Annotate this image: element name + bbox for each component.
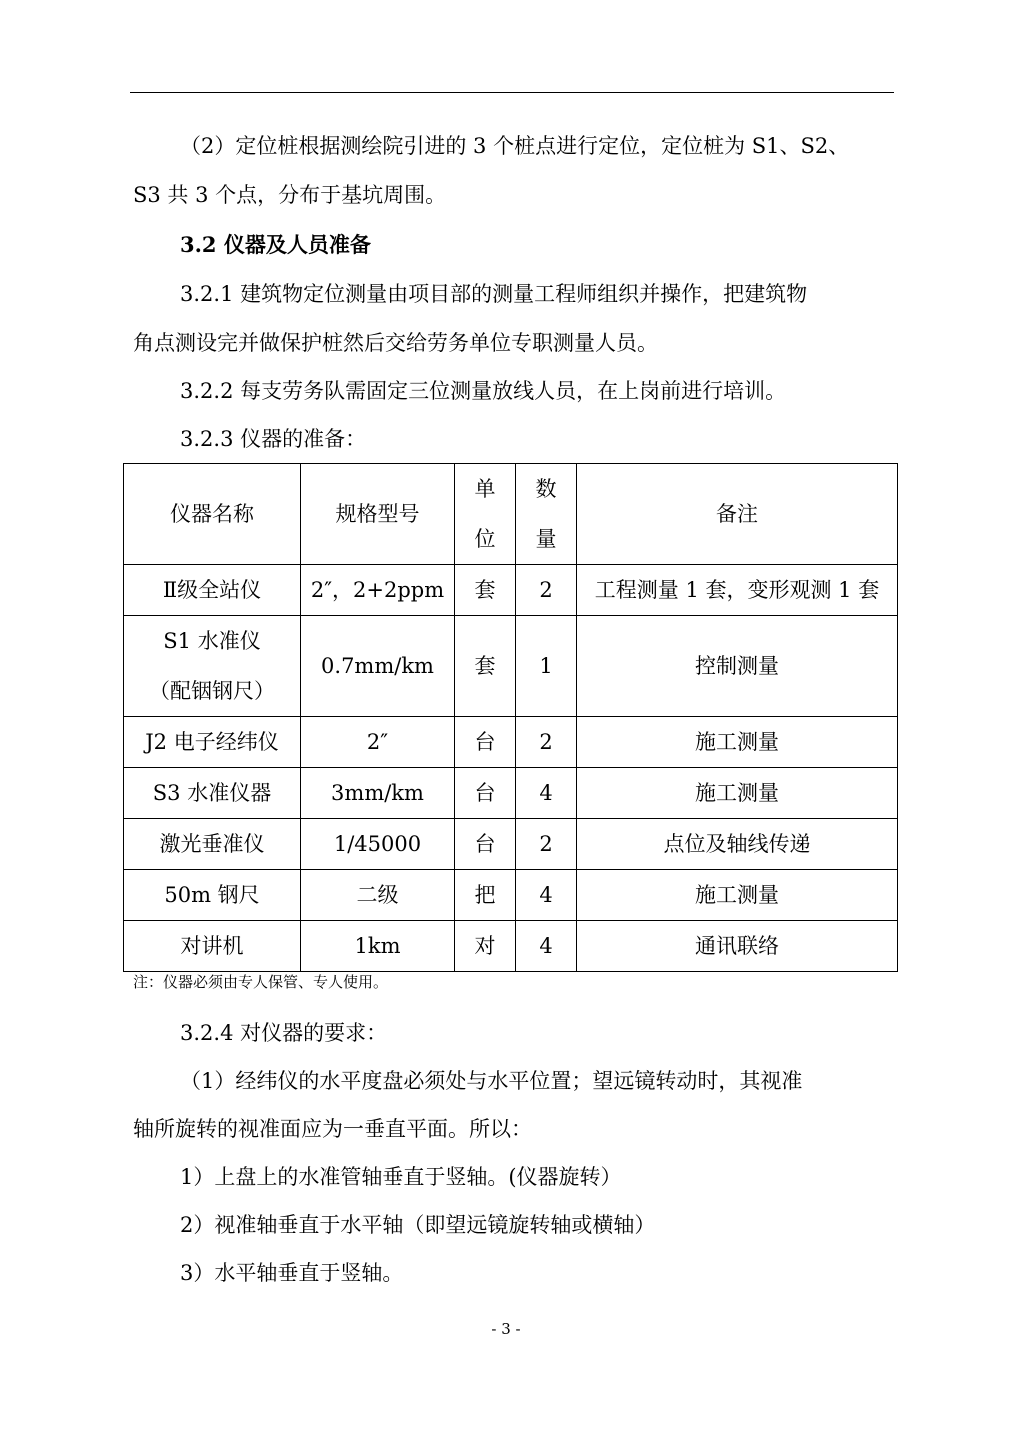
instrument-table	[123, 463, 898, 972]
section-title: 3.2 仪器及人员准备	[180, 232, 371, 257]
table-row	[124, 921, 898, 972]
cell-unit: 对	[455, 921, 516, 972]
paragraph-p1-line1: （2）定位桩根据测绘院引进的 3 个桩点进行定位，定位桩为 S1、S2、	[180, 134, 850, 158]
cell-spec: 1km	[301, 921, 455, 972]
paragraph-p6-line1: （1）经纬仪的水平度盘必须处与水平位置；望远镜转动时，其视准	[180, 1069, 803, 1093]
cell-spec: 2″	[301, 717, 455, 768]
table-row	[124, 565, 898, 616]
cell-unit: 套	[455, 565, 516, 616]
cell-name: S3 水准仪器	[124, 768, 301, 819]
paragraph-p3: 3.2.2 每支劳务队需固定三位测量放线人员，在上岗前进行培训。	[180, 379, 787, 403]
paragraph-p2-line1: 3.2.1 建筑物定位测量由项目部的测量工程师组织并操作，把建筑物	[180, 282, 808, 306]
cell-unit: 把	[455, 870, 516, 921]
list-item-1: 1）上盘上的水准管轴垂直于竖轴。(仪器旋转）	[180, 1165, 622, 1189]
table-row	[124, 768, 898, 819]
cell-qty: 2	[516, 565, 577, 616]
cell-name: Ⅱ级全站仪	[124, 565, 301, 616]
cell-spec: 3mm/km	[301, 768, 455, 819]
table-row	[124, 870, 898, 921]
cell-qty: 4	[516, 870, 577, 921]
cell-name: J2 电子经纬仪	[124, 717, 301, 768]
cell-name: 对讲机	[124, 921, 301, 972]
header-rule	[130, 92, 894, 93]
table-row	[124, 616, 898, 717]
list-item-2: 2）视准轴垂直于水平轴（即望远镜旋转轴或横轴）	[180, 1213, 656, 1237]
cell-spec: 0.7mm/km	[301, 616, 455, 717]
cell-name: S1 水准仪 （配铟钢尺）	[124, 616, 301, 717]
table-row	[124, 819, 898, 870]
cell-qty: 4	[516, 921, 577, 972]
cell-name: 50m 钢尺	[124, 870, 301, 921]
cell-name: 激光垂准仪	[124, 819, 301, 870]
cell-unit: 台	[455, 717, 516, 768]
cell-unit: 台	[455, 768, 516, 819]
cell-qty: 2	[516, 819, 577, 870]
cell-unit: 台	[455, 819, 516, 870]
cell-spec: 1/45000	[301, 819, 455, 870]
cell-remark: 施工测量	[577, 717, 898, 768]
cell-spec: 二级	[301, 870, 455, 921]
cell-remark: 施工测量	[577, 870, 898, 921]
cell-remark: 施工测量	[577, 768, 898, 819]
header-unit: 单 位	[455, 464, 516, 565]
table-row	[124, 717, 898, 768]
header-name: 仪器名称	[124, 464, 301, 565]
paragraph-p5: 3.2.4 对仪器的要求：	[180, 1021, 388, 1045]
paragraph-p2-line2: 角点测设完并做保护桩然后交给劳务单位专职测量人员。	[133, 331, 658, 355]
cell-remark: 控制测量	[577, 616, 898, 717]
paragraph-p1-line2: S3 共 3 个点，分布于基坑周围。	[133, 183, 447, 207]
table-header-row	[124, 464, 898, 565]
list-item-3: 3）水平轴垂直于竖轴。	[180, 1261, 404, 1285]
cell-qty: 1	[516, 616, 577, 717]
cell-remark: 工程测量 1 套，变形观测 1 套	[577, 565, 898, 616]
page-number: - 3 -	[491, 1320, 521, 1338]
cell-qty: 2	[516, 717, 577, 768]
cell-remark: 点位及轴线传递	[577, 819, 898, 870]
table-note: 注：仪器必须由专人保管、专人使用。	[133, 973, 389, 991]
cell-spec: 2″，2+2ppm	[301, 565, 455, 616]
cell-remark: 通讯联络	[577, 921, 898, 972]
cell-qty: 4	[516, 768, 577, 819]
paragraph-p4: 3.2.3 仪器的准备：	[180, 427, 367, 451]
header-spec: 规格型号	[301, 464, 455, 565]
cell-unit: 套	[455, 616, 516, 717]
header-remark: 备注	[577, 464, 898, 565]
paragraph-p6-line2: 轴所旋转的视准面应为一垂直平面。所以：	[133, 1117, 532, 1141]
header-qty: 数 量	[516, 464, 577, 565]
